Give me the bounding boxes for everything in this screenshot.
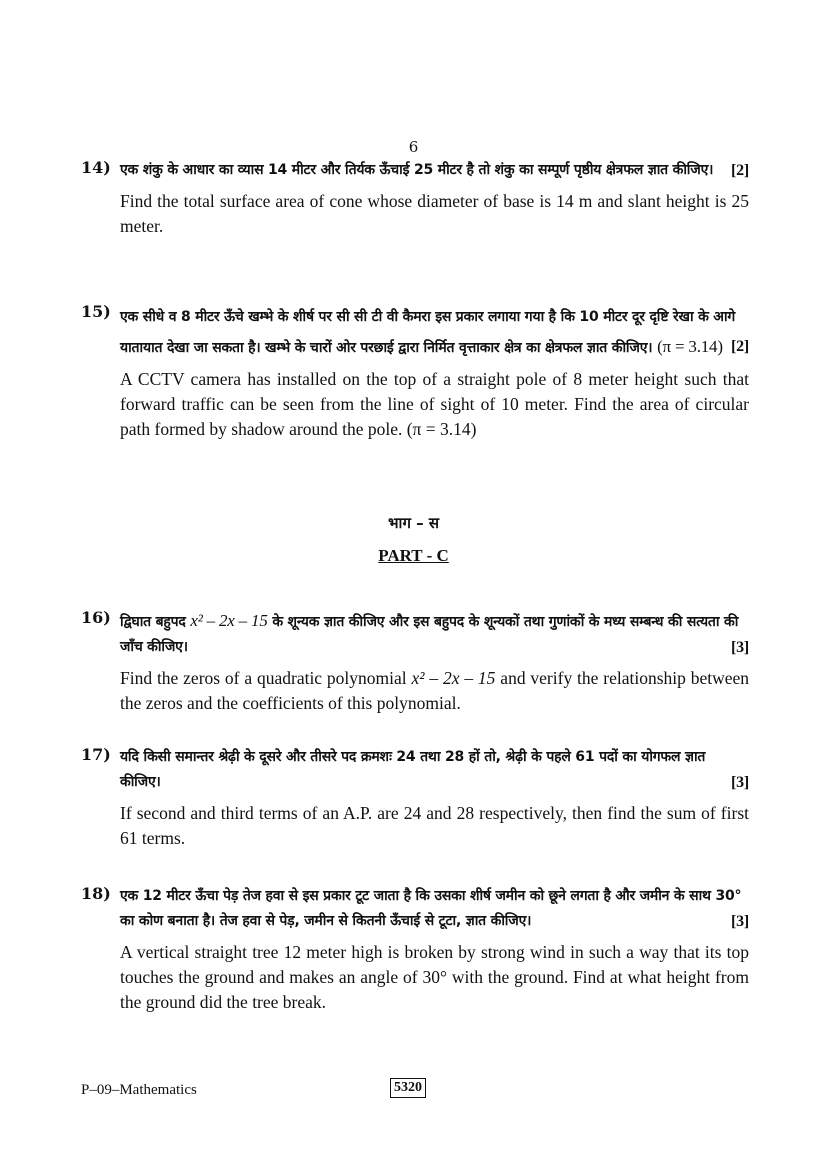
part-title-hindi: भाग – स xyxy=(388,514,439,532)
question-english-text: A vertical straight tree 12 meter high is broken by strong wind in such a way that its top touches the ground and makes an angle of 30° with the ground. Find at what height from the ground did the tree break. xyxy=(120,942,749,1012)
question-14 xyxy=(81,158,749,239)
page-number: 6 xyxy=(408,138,419,156)
question-17 xyxy=(81,745,749,851)
question-number: 17) xyxy=(81,745,111,764)
question-hindi-text: द्विघात बहुपद x² – 2x – 15 के शून्यक ज्ञात कीजिए और इस बहुपद के शून्यकों तथा गुणांकों के मध्य सम्बन्ध की सत्यता की जाँच कीजिए। [3] xyxy=(120,608,749,660)
question-number: 15) xyxy=(81,302,111,321)
question-english-text: Find the zeros of a quadratic polynomial x² – 2x – 15 and verify the relationship between the zeros and the coefficients of this polynomial. xyxy=(120,668,750,713)
question-hindi-text: एक सीधे व 8 मीटर ऊँचे खम्भे के शीर्ष पर सी सी टी वी कैमरा इस प्रकार लगाया गया है कि 10 मीटर दूर दृष्टि रेखा के आगे यातायात देखा जा सकता है। खम्भे के चारों ओर परछाई द्वारा निर्मित वृत्ताकार क्षेत्र का क्षेत्रफल ज्ञात कीजिए। (π = 3.14) [2] xyxy=(120,302,749,363)
marks: [3] xyxy=(730,639,749,656)
pi-note: (π = 3.14) xyxy=(406,419,477,439)
question-number: 14) xyxy=(81,158,111,177)
question-number: 16) xyxy=(81,608,111,627)
question-hindi-text: यदि किसी समान्तर श्रेढ़ी के दूसरे और तीसरे पद क्रमशः 24 तथा 28 हों तो, श्रेढ़ी के पहले 61 पदों का योगफल ज्ञात कीजिए। [3] xyxy=(120,745,749,795)
question-hindi-text: एक शंकु के आधार का व्यास 14 मीटर और तिर्यक ऊँचाई 25 मीटर है तो शंकु का सम्पूर्ण पृष्ठीय क्षेत्रफल ज्ञात कीजिए। [2] xyxy=(120,158,749,183)
question-15 xyxy=(81,302,749,442)
footer-subject: P–09–Mathematics xyxy=(81,1082,197,1098)
marks: [2] xyxy=(730,338,749,355)
question-16 xyxy=(81,608,749,716)
marks: [3] xyxy=(730,913,749,930)
marks: [2] xyxy=(730,162,749,179)
polynomial: x² – 2x – 15 xyxy=(411,668,496,688)
question-english-text: Find the total surface area of cone whose diameter of base is 14 m and slant height is 25 meter. xyxy=(120,191,749,236)
marks: [3] xyxy=(730,774,749,791)
footer-code-box: 5320 xyxy=(390,1078,426,1098)
polynomial: x² – 2x – 15 xyxy=(190,611,268,630)
question-english-text: A CCTV camera has installed on the top of a straight pole of 8 meter height such that forward traffic can be seen from the line of sight of 10 meter. Find the area of circular path formed by shadow around the pole. (π = 3.14) xyxy=(120,369,749,439)
question-18 xyxy=(81,884,749,1015)
part-title-english: PART - C xyxy=(378,546,449,565)
question-english-text: If second and third terms of an A.P. are 24 and 28 respectively, then find the sum of first 61 terms. xyxy=(120,803,749,848)
pi-note: (π = 3.14) xyxy=(657,337,723,356)
question-number: 18) xyxy=(81,884,111,903)
question-hindi-text: एक 12 मीटर ऊँचा पेड़ तेज हवा से इस प्रकार टूट जाता है कि उसका शीर्ष जमीन को छूने लगता है और जमीन के साथ 30° का कोण बनाता है। तेज हवा से पेड़, जमीन से कितनी ऊँचाई से टूटा, ज्ञात कीजिए। [3] xyxy=(120,884,749,934)
